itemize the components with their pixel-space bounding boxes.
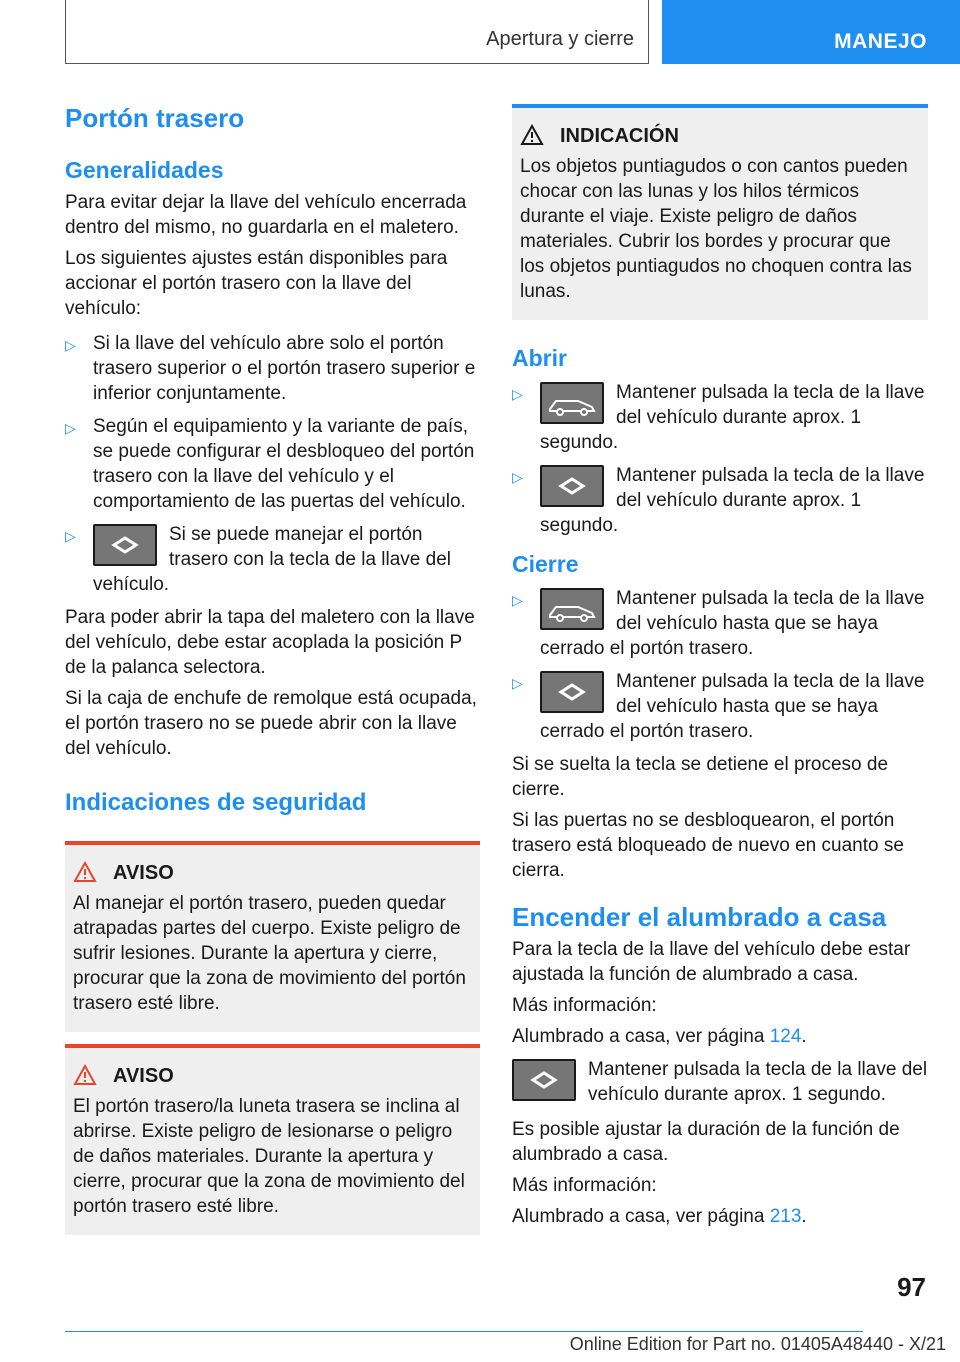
warning-body: Al manejar el portón trasero, pueden quedar atrapadas partes del cuerpo. Existe peligro de sufrir lesiones. Durante la apertura y cierre, procurar que la zona de movimiento del portón trasero esté libre. <box>73 893 466 1014</box>
warning-title: AVISO <box>113 862 174 884</box>
home-lighting-heading: Encender el alumbrado a casa <box>512 902 887 932</box>
header-section-box <box>65 0 649 64</box>
close-list <box>512 586 928 744</box>
triangle-bullet-icon: ▷ <box>512 675 523 691</box>
general-paragraph-1: Para evitar dejar la llave del vehículo encerrada dentro del mismo, no guardarla en el maletero. <box>65 192 467 238</box>
warning-box-1 <box>65 841 480 1032</box>
note-box <box>512 104 928 320</box>
page-link-213[interactable]: 213 <box>769 1206 802 1227</box>
safety-heading: Indicaciones de seguridad <box>65 789 367 816</box>
warning-triangle-icon <box>73 861 97 891</box>
triangle-bullet-icon: ▷ <box>512 469 523 485</box>
page-link-124[interactable]: 124 <box>769 1026 802 1047</box>
close-heading: Cierre <box>512 551 579 577</box>
reference-1: Alumbrado a casa, ver página 124. <box>512 1026 807 1047</box>
reference-2: Alumbrado a casa, ver página 213. <box>512 1206 807 1227</box>
footer-divider <box>65 1331 863 1332</box>
list-item: ▷ Mantener pulsada la tecla de la llave del vehículo durante aprox. 1 segundo. <box>512 465 925 536</box>
list-item: ▷ Si se puede manejar el portón trasero con la tecla de la llave del vehículo. <box>65 524 451 595</box>
page-title: Portón trasero <box>65 103 245 133</box>
home-key-row: Mantener pulsada la tecla de la llave del vehículo durante aprox. 1 segundo. <box>512 1057 928 1107</box>
left-column <box>65 100 480 1235</box>
tailgate-key-button-icon <box>540 671 604 713</box>
more-info-label-2: Más información: <box>512 1175 657 1196</box>
header-chapter-label: MANEJO <box>834 30 927 53</box>
list-item: ▷ Según el equipamiento y la variante de país, se puede configurar el desbloqueo del portón trasero con la llave del vehículo y el comportamiento de las puertas del vehículo. <box>65 416 475 512</box>
right-column <box>512 104 928 1235</box>
open-heading: Abrir <box>512 345 567 371</box>
general-paragraph-2: Los siguientes ajustes están disponibles para accionar el portón trasero con la llave del vehículo: <box>65 248 448 319</box>
triangle-bullet-icon: ▷ <box>512 592 523 608</box>
warning-body: El portón trasero/la luneta trasera se inclina al abrirse. Existe peligro de lesionarse o peligro de daños materiales. Durante la apertura y cierre, procurar que la zona de movimiento del portón trasero esté libre. <box>73 1096 465 1217</box>
note-title: INDICACIÓN <box>560 125 679 147</box>
more-info-label-1: Más información: <box>512 995 657 1016</box>
list-item: ▷ Mantener pulsada la tecla de la llave del vehículo hasta que se haya cerrado el portón trasero. <box>512 588 925 659</box>
triangle-bullet-icon: ▷ <box>512 386 523 402</box>
paragraph-trailer-socket: Si la caja de enchufe de remolque está ocupada, el portón trasero no se puede abrir con la llave del vehículo. <box>65 688 477 759</box>
triangle-bullet-icon: ▷ <box>65 528 76 544</box>
list-item: ▷ Si la llave del vehículo abre solo el portón trasero superior o el portón trasero superior e inferior conjuntamente. <box>65 333 476 404</box>
warning-triangle-icon <box>73 1064 97 1094</box>
header-chapter-tab[interactable] <box>662 0 960 64</box>
close-paragraph-1: Si se suelta la tecla se detiene el proceso de cierre. <box>512 754 889 800</box>
warning-title: AVISO <box>113 1065 174 1087</box>
warning-box-2 <box>65 1044 480 1235</box>
car-tailgate-key-icon <box>540 588 604 630</box>
page-number: 97 <box>897 1272 926 1302</box>
footer-edition: Online Edition for Part no. 01405A48440 - X/21 <box>569 1334 946 1354</box>
note-body: Los objetos puntiagudos o con cantos pueden chocar con las lunas y los hilos térmicos durante el viaje. Existe peligro de daños materiales. Cubrir los bordes y procurar que los objetos puntiagudos no choquen contra las lunas. <box>520 156 912 302</box>
triangle-bullet-icon: ▷ <box>65 337 76 353</box>
triangle-bullet-icon: ▷ <box>65 420 76 436</box>
tailgate-key-button-icon <box>93 524 157 566</box>
car-tailgate-key-icon <box>540 382 604 424</box>
caution-triangle-icon <box>520 124 544 154</box>
general-heading: Generalidades <box>65 157 224 183</box>
home-paragraph-2: Es posible ajustar la duración de la función de alumbrado a casa. <box>512 1119 900 1165</box>
paragraph-selector-lever: Para poder abrir la tapa del maletero con la llave del vehículo, debe estar acoplada la posición P de la palanca selectora. <box>65 607 475 678</box>
home-paragraph-1: Para la tecla de la llave del vehículo debe estar ajustada la función de alumbrado a casa. <box>512 939 911 985</box>
settings-list <box>65 331 480 597</box>
open-list <box>512 380 928 538</box>
close-paragraph-2: Si las puertas no se desbloquearon, el portón trasero está bloqueado de nuevo en cuanto se cierra. <box>512 810 904 881</box>
tailgate-key-button-icon <box>540 465 604 507</box>
header-section-title: Apertura y cierre <box>486 28 634 50</box>
tailgate-key-button-icon <box>512 1059 576 1101</box>
list-item: ▷ Mantener pulsada la tecla de la llave del vehículo durante aprox. 1 segundo. <box>512 382 925 453</box>
list-item: ▷ Mantener pulsada la tecla de la llave del vehículo hasta que se haya cerrado el portón trasero. <box>512 671 925 742</box>
